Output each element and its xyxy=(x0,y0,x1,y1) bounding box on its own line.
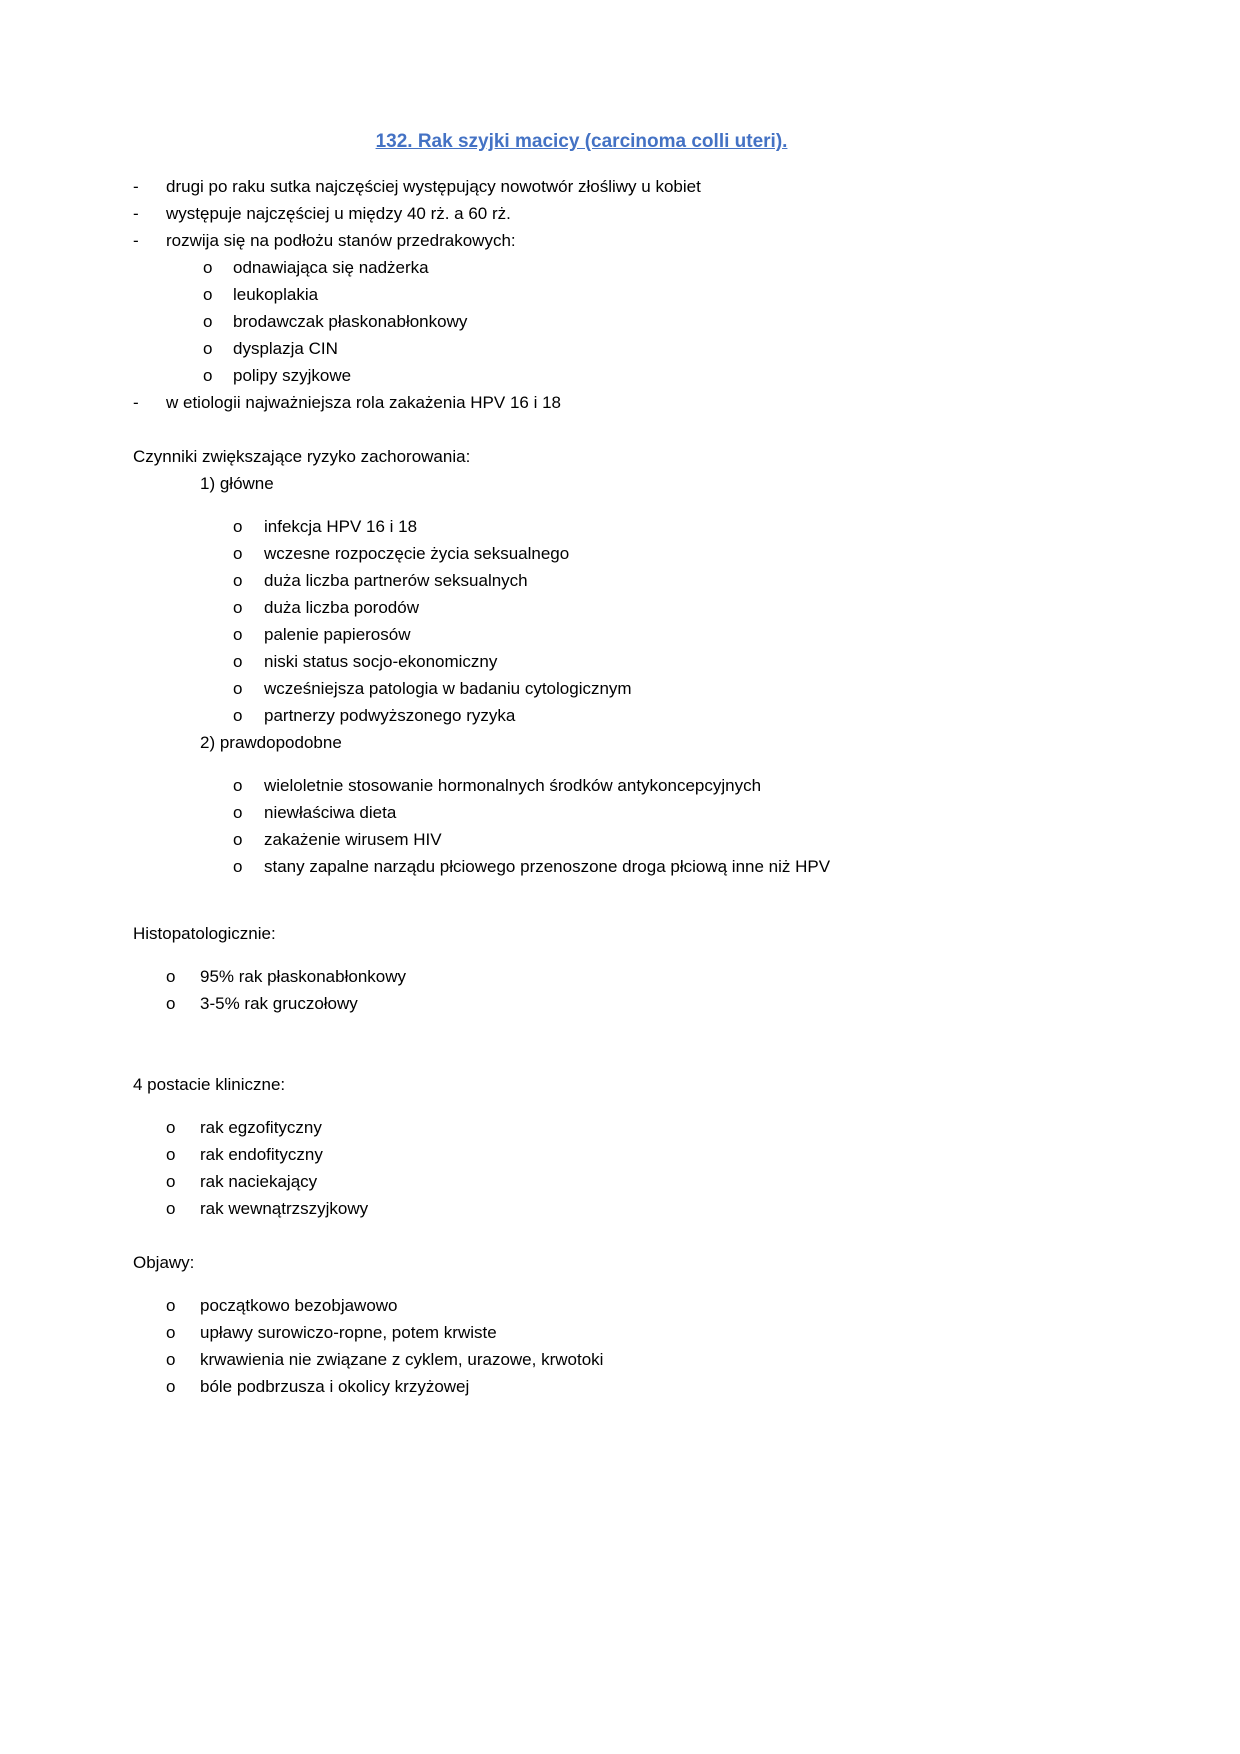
list-item-text: rak endofityczny xyxy=(200,1145,323,1164)
list-item-text: polipy szyjkowe xyxy=(233,366,352,385)
list-item-text: wcześniejsza patologia w badaniu cytologicznym xyxy=(264,679,632,698)
blank-line xyxy=(133,497,1120,513)
circle-bullet: o xyxy=(166,967,176,986)
list-item-text: stany zapalne narządu płciowego przenoszone droga płciową inne niż HPV xyxy=(264,857,831,876)
list-item-circle xyxy=(133,594,1120,621)
list-item-text: rak wewnątrzszyjkowy xyxy=(200,1199,369,1218)
circle-bullet: o xyxy=(166,1377,176,1396)
blank-line xyxy=(133,756,1120,772)
list-item-text: 3-5% rak gruczołowy xyxy=(200,994,358,1013)
circle-bullet: o xyxy=(233,830,243,849)
circle-bullet: o xyxy=(166,1350,176,1369)
list-item-circle xyxy=(133,1319,1120,1346)
list-item-text: upławy surowiczo-ropne, potem krwiste xyxy=(200,1323,497,1342)
blank-line xyxy=(133,947,1120,963)
blank-line xyxy=(133,416,1120,443)
circle-bullet: o xyxy=(233,652,243,671)
circle-bullet: o xyxy=(233,571,243,590)
circle-bullet: o xyxy=(233,706,243,725)
dash-bullet: - xyxy=(133,393,139,412)
list-item-circle xyxy=(133,1346,1120,1373)
blank-line xyxy=(133,1276,1120,1292)
list-item-text: palenie papierosów xyxy=(264,625,411,644)
circle-bullet: o xyxy=(166,1296,176,1315)
list-item-circle xyxy=(133,1168,1120,1195)
blank-line xyxy=(133,1222,1120,1249)
circle-bullet: o xyxy=(203,366,213,385)
circle-bullet: o xyxy=(233,803,243,822)
blank-line xyxy=(133,1017,1120,1071)
circle-bullet: o xyxy=(233,598,243,617)
section-heading: Objawy: xyxy=(133,1253,195,1272)
circle-bullet: o xyxy=(166,1172,176,1191)
list-item-dash xyxy=(133,173,1120,200)
list-item-circle xyxy=(133,1292,1120,1319)
circle-bullet: o xyxy=(233,517,243,536)
circle-bullet: o xyxy=(233,544,243,563)
list-item-circle xyxy=(133,362,1120,389)
section-heading: Histopatologicznie: xyxy=(133,924,276,943)
numbered-heading: 2) prawdopodobne xyxy=(200,733,342,752)
list-item-circle xyxy=(133,540,1120,567)
list-item-circle xyxy=(133,1373,1120,1400)
list-item-circle xyxy=(133,826,1120,853)
list-item-text: zakażenie wirusem HIV xyxy=(264,830,442,849)
blank-line xyxy=(133,880,1120,920)
list-item-text: bóle podbrzusza i okolicy krzyżowej xyxy=(200,1377,470,1396)
list-item-circle xyxy=(133,990,1120,1017)
list-item-circle xyxy=(133,648,1120,675)
section-heading: Czynniki zwiększające ryzyko zachorowania: xyxy=(133,447,471,466)
list-item-text: początkowo bezobjawowo xyxy=(200,1296,398,1315)
list-item-circle xyxy=(133,1141,1120,1168)
list-item-text: krwawienia nie związane z cyklem, urazowe, krwotoki xyxy=(200,1350,604,1369)
list-item-circle xyxy=(133,513,1120,540)
list-item-text: występuje najczęściej u między 40 rż. a 60 rż. xyxy=(166,204,511,223)
list-item-circle xyxy=(133,853,1120,880)
list-item-text: partnerzy podwyższonego ryzyka xyxy=(264,706,516,725)
dash-bullet: - xyxy=(133,177,139,196)
list-item-text: rak egzofityczny xyxy=(200,1118,322,1137)
list-item-dash xyxy=(133,227,1120,254)
circle-bullet: o xyxy=(203,312,213,331)
list-item-circle xyxy=(133,963,1120,990)
list-item-text: infekcja HPV 16 i 18 xyxy=(264,517,418,536)
list-item-circle xyxy=(133,799,1120,826)
circle-bullet: o xyxy=(166,994,176,1013)
section-heading: 4 postacie kliniczne: xyxy=(133,1075,286,1094)
list-item-text: niewłaściwa dieta xyxy=(264,803,397,822)
list-item-text: duża liczba partnerów seksualnych xyxy=(264,571,528,590)
dash-bullet: - xyxy=(133,231,139,250)
list-item-text: leukoplakia xyxy=(233,285,319,304)
dash-bullet: - xyxy=(133,204,139,223)
circle-bullet: o xyxy=(233,776,243,795)
list-item-circle xyxy=(133,621,1120,648)
list-item-circle xyxy=(133,567,1120,594)
list-item-text: rak naciekający xyxy=(200,1172,318,1191)
circle-bullet: o xyxy=(203,258,213,277)
document-title: 132. Rak szyjki macicy (carcinoma colli uteri). xyxy=(375,131,788,152)
circle-bullet: o xyxy=(203,285,213,304)
numbered-heading: 1) główne xyxy=(200,474,274,493)
list-item-circle xyxy=(133,1195,1120,1222)
circle-bullet: o xyxy=(166,1145,176,1164)
list-item-circle xyxy=(133,335,1120,362)
list-item-circle xyxy=(133,702,1120,729)
circle-bullet: o xyxy=(233,679,243,698)
list-item-text: drugi po raku sutka najczęściej występujący nowotwór złośliwy u kobiet xyxy=(166,177,701,196)
list-item-circle xyxy=(133,772,1120,799)
list-item-text: wieloletnie stosowanie hormonalnych środków antykoncepcyjnych xyxy=(264,776,762,795)
list-item-text: duża liczba porodów xyxy=(264,598,419,617)
list-item-text: w etiologii najważniejsza rola zakażenia HPV 16 i 18 xyxy=(166,393,561,412)
list-item-text: brodawczak płaskonabłonkowy xyxy=(233,312,468,331)
list-item-circle xyxy=(133,675,1120,702)
list-item-text: wczesne rozpoczęcie życia seksualnego xyxy=(264,544,570,563)
circle-bullet: o xyxy=(166,1199,176,1218)
list-item-text: dysplazja CIN xyxy=(233,339,338,358)
circle-bullet: o xyxy=(166,1323,176,1342)
list-item-circle xyxy=(133,254,1120,281)
circle-bullet: o xyxy=(166,1118,176,1137)
list-item-circle xyxy=(133,308,1120,335)
list-item-circle xyxy=(133,281,1120,308)
list-item-text: 95% rak płaskonabłonkowy xyxy=(200,967,407,986)
list-item-circle xyxy=(133,1114,1120,1141)
circle-bullet: o xyxy=(203,339,213,358)
list-item-dash xyxy=(133,200,1120,227)
circle-bullet: o xyxy=(233,625,243,644)
blank-line xyxy=(133,1098,1120,1114)
list-item-text: odnawiająca się nadżerka xyxy=(233,258,429,277)
circle-bullet: o xyxy=(233,857,243,876)
list-item-dash xyxy=(133,389,1120,416)
list-item-text: rozwija się na podłożu stanów przedrakowych: xyxy=(166,231,516,250)
list-item-text: niski status socjo-ekonomiczny xyxy=(264,652,498,671)
document-body xyxy=(133,173,1120,1400)
